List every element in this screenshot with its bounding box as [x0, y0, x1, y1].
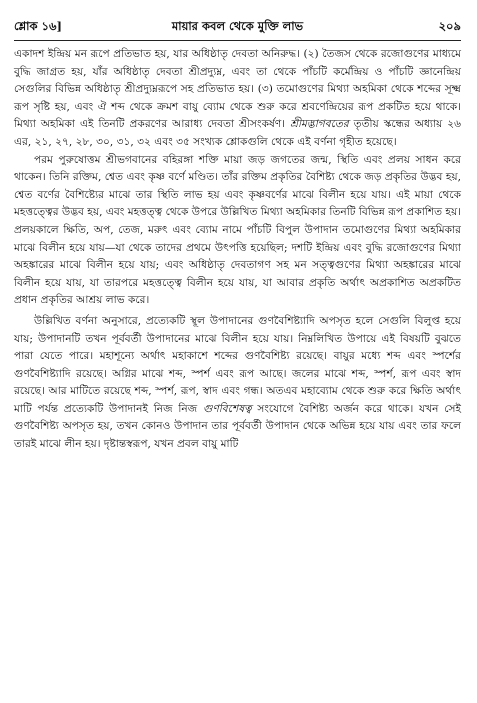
text-segment: সংযোগে বৈশিষ্ট্য অর্জন করে থাকে। যখন সেই গুণবৈশিষ্ট্য অপসৃত হয়, তখন কোনও উপাদান তার পূর্ববর্তী উপাদান থেকে অভিন্ন হয়ে যায় এবং তার ফলে তারই মাঝে লীন হয়। দৃষ্টান্তস্বরূপ, যখন প্রবল বায়ু মাটি: [14, 402, 462, 451]
paragraph-1: [14, 46, 461, 152]
running-header: [14, 18, 461, 36]
text-segment: তৃতীয় স্কন্ধের অধ্যায় ২৬ এর, ২১, ২৭, ২৮, ৩০, ৩১, ৩২ এবং ৩৫ সংখ্যক শ্লোকগুলি থেকে এই বর্ণনা গৃহীত হয়েছে।: [14, 118, 461, 148]
header-chapter-title: মায়ার কবল থেকে মুক্তি লাভ: [171, 19, 304, 33]
italic-title: শ্রীমদ্ভাগবতের: [290, 118, 349, 131]
paragraph-2: [14, 152, 461, 310]
paragraph-3: [14, 313, 461, 454]
header-verse-label: শ্লোক ১৬]: [14, 19, 62, 33]
text-segment: একাদশ ইন্দ্রিয় মন রূপে প্রতিভাত হয়, যার অধিষ্ঠাতৃ দেবতা অনিরুদ্ধ। (২) তৈজস থেকে রজোগুণের মাধ্যমে বুদ্ধি জাগ্রত হয়, যাঁর অধিষ্ঠাতৃ দেবতা শ্রীপ্রদ্যুম্ন, এবং তা থেকে পাঁচটি কর্মেন্দ্রিয় ও পাঁচটি জ্ঞানেন্দ্রিয় সেগুলির বিভিন্ন অধিষ্ঠাতৃ শ্রীপ্রদ্যুম্নরূপে সহ প্রতিভাত হয়। (৩) তমোগুণের মিথ্যা অহমিকা থেকে শব্দের সূক্ষ্ম রূপ সৃষ্টি হয়, এবং ঐ শব্দ থেকে ক্রমশ বায়ু ব্যোম থেকে শুরু করে শ্রবণেন্দ্রিয়ের রূপ প্রকটিত হয়ে থাকে। মিথ্যা অহমিকা এই তিনটি প্রকরণের আরাধ্য দেবতা শ্রীসংকর্ষণ।: [14, 48, 461, 131]
italic-term: গুণবিশেষত্ব: [202, 402, 252, 415]
text-segment: পরম পুরুষোত্তম শ্রীভগবানের বহিরঙ্গা শক্তি মায়া জড় জগতের জন্ম, স্থিতি এবং প্রলয় সাধন করে থাকেন। তিনি রক্তিম, শ্বেত এবং কৃষ্ণ বর্ণে মণ্ডিত। তাঁর রক্তিম প্রকৃতির বৈশিষ্ট্য থেকে জড় প্রকৃতির উদ্ভব হয়, শ্বেত বর্ণের বৈশিষ্ট্যের মাঝে তার স্থিতি লাভ হয় এবং কৃষ্ণবর্ণের মাঝে বিলীন হয়ে যায়। এই মায়া থেকে মহত্তত্ত্বের উদ্ভব হয়, এবং মহত্তত্ত্ব থেকে উপরে উল্লিখিত মিথ্যা অহমিকার তিনটি বিভিন্ন রূপ প্রকাশিত হয়। প্রলয়কালে ক্ষিতি, অপ, তেজ, মরুৎ এবং ব্যোম নামে পাঁচটি বিপুল উপাদান তমোগুণের মিথ্যা অহমিকার মাঝে বিলীন হয়ে যায়—যা থেকে তাদের প্রথমে উৎপত্তি হয়েছিল; দশটি ইন্দ্রিয় এবং বুদ্ধি রজোগুণের মিথ্যা অহঙ্কারের মাঝে বিলীন হয়ে যায়; এবং অধিষ্ঠাতৃ দেবতাগণ সহ মন সত্ত্বগুণের মিথ্যা অহঙ্কারের মাঝে বিলীন হয়ে যায়, যা তারপরে মহত্তত্ত্বে বিলীন হয়ে যায়, যা আবার প্রকৃতি অর্থাৎ অপ্রকাশিত অপ্রকটিত প্রধান প্রকৃতির আশ্রয় লাভ করে।: [14, 153, 462, 307]
text-segment: উল্লিখিত বর্ণনা অনুসারে, প্রত্যেকটি স্থূল উপাদানের গুণবৈশিষ্ট্যাদি অপসৃত হলে সেগুলি বিলুপ্ত হয়ে যায়; উপাদানটি তখন পূর্ববর্তী উপাদানের মাঝে বিলীন হয়ে যায়। নিম্নলিখিত উপায়ে এই বিষয়টি বুঝতে পারা যেতে পারে। মহাশূন্যে অর্থাৎ মহাকাশে শব্দের গুণবৈশিষ্ট্য রয়েছে। বায়ুর মধ্যে শব্দ এবং স্পর্শের গুণবৈশিষ্ট্যাদি রয়েছে। অগ্নির মাঝে শব্দ, স্পর্শ এবং রূপ আছে। জলের মাঝে শব্দ, স্পর্শ, রূপ এবং স্বাদ রয়েছে। আর মাটিতে রয়েছে শব্দ, স্পর্শ, রূপ, স্বাদ এবং গন্ধ। অতএব মহাব্যোম থেকে শুরু করে ক্ষিতি অর্থাৎ মাটি পর্যন্ত প্রত্যেকটি উপাদানই নিজ নিজ: [14, 314, 461, 415]
page-body: [14, 46, 461, 454]
header-page-number: ২০৯: [438, 19, 461, 33]
header-rule: [14, 40, 461, 41]
